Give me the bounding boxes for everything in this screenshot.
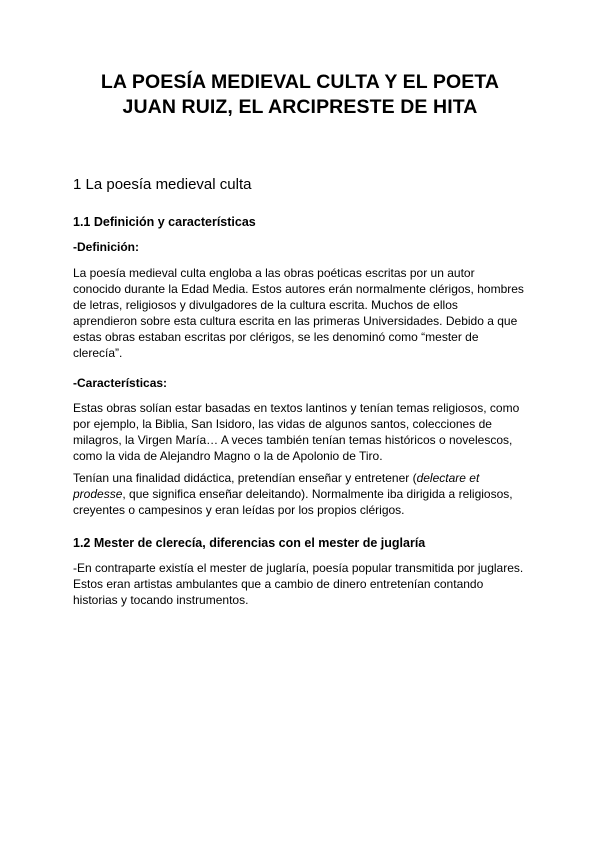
latin-phrase: prodesse <box>73 487 123 501</box>
paragraph-line: Estos eran artistas ambulantes que a cambio de dinero entretenían contando <box>73 577 484 591</box>
finalidad-text: Tenían una finalidad didáctica, pretendían enseñar y entretener ( <box>73 471 417 485</box>
paragraph-line: historias y tocando instrumentos. <box>73 593 249 607</box>
title-line-1: LA POESÍA MEDIEVAL CULTA Y EL POETA <box>100 71 500 93</box>
subsection-heading-1-2: 1.2 Mester de clerecía, diferencias con el mester de juglaría <box>73 536 426 550</box>
definicion-paragraph <box>73 265 533 361</box>
paragraph-line: como la vida de Alejandro Magno o la de Apolonio de Tiro. <box>73 449 383 463</box>
paragraph-line: -En contraparte existía el mester de juglaría, poesía popular transmitida por juglares. <box>73 561 524 575</box>
paragraph-line: clerecía”. <box>73 346 123 360</box>
title-line-2: JUAN RUIZ, EL ARCIPRESTE DE HITA <box>122 96 478 118</box>
paragraph-line: de letras, religiosos y divulgadores de la cultura escrita. Muchos de ellos <box>73 298 458 312</box>
paragraph-line: creyentes o campesinos y eran leídas por los propios clérigos. <box>73 503 405 517</box>
document-title <box>60 70 540 120</box>
paragraph-line <box>73 470 533 486</box>
paragraph-line: conocido durante la Edad Media. Estos autores erán normalmente clérigos, hombres <box>73 282 524 296</box>
finalidad-paragraph <box>73 470 533 518</box>
paragraph-line <box>73 486 533 502</box>
caracteristicas-paragraph <box>73 400 533 464</box>
paragraph-line: por ejemplo, la Biblia, San Isidoro, las vidas de algunos santos, colecciones de <box>73 417 492 431</box>
paragraph-line: estas obras estaban escritas por clérigos, se les denominó como “mester de <box>73 330 479 344</box>
paragraph-line: aprendieron sobre esta cultura escrita en las primeras Universidades. Debido a que <box>73 314 518 328</box>
paragraph-line: milagros, la Virgen María… A veces también tenían temas históricos o novelescos, <box>73 433 513 447</box>
paragraph-line: La poesía medieval culta engloba a las obras poéticas escritas por un autor <box>73 266 475 280</box>
subsection-heading-1-1: 1.1 Definición y características <box>73 215 256 229</box>
latin-phrase: delectare et <box>416 471 480 485</box>
caracteristicas-label: -Características: <box>73 376 168 390</box>
definicion-label: -Definición: <box>73 240 139 254</box>
finalidad-text: , que significa enseñar deleitando). Normalmente iba dirigida a religiosos, <box>122 487 513 501</box>
paragraph-line: Estas obras solían estar basadas en textos lantinos y tenían temas religiosos, como <box>73 401 520 415</box>
juglaria-paragraph <box>73 560 533 608</box>
section-heading-1: 1 La poesía medieval culta <box>73 176 252 193</box>
